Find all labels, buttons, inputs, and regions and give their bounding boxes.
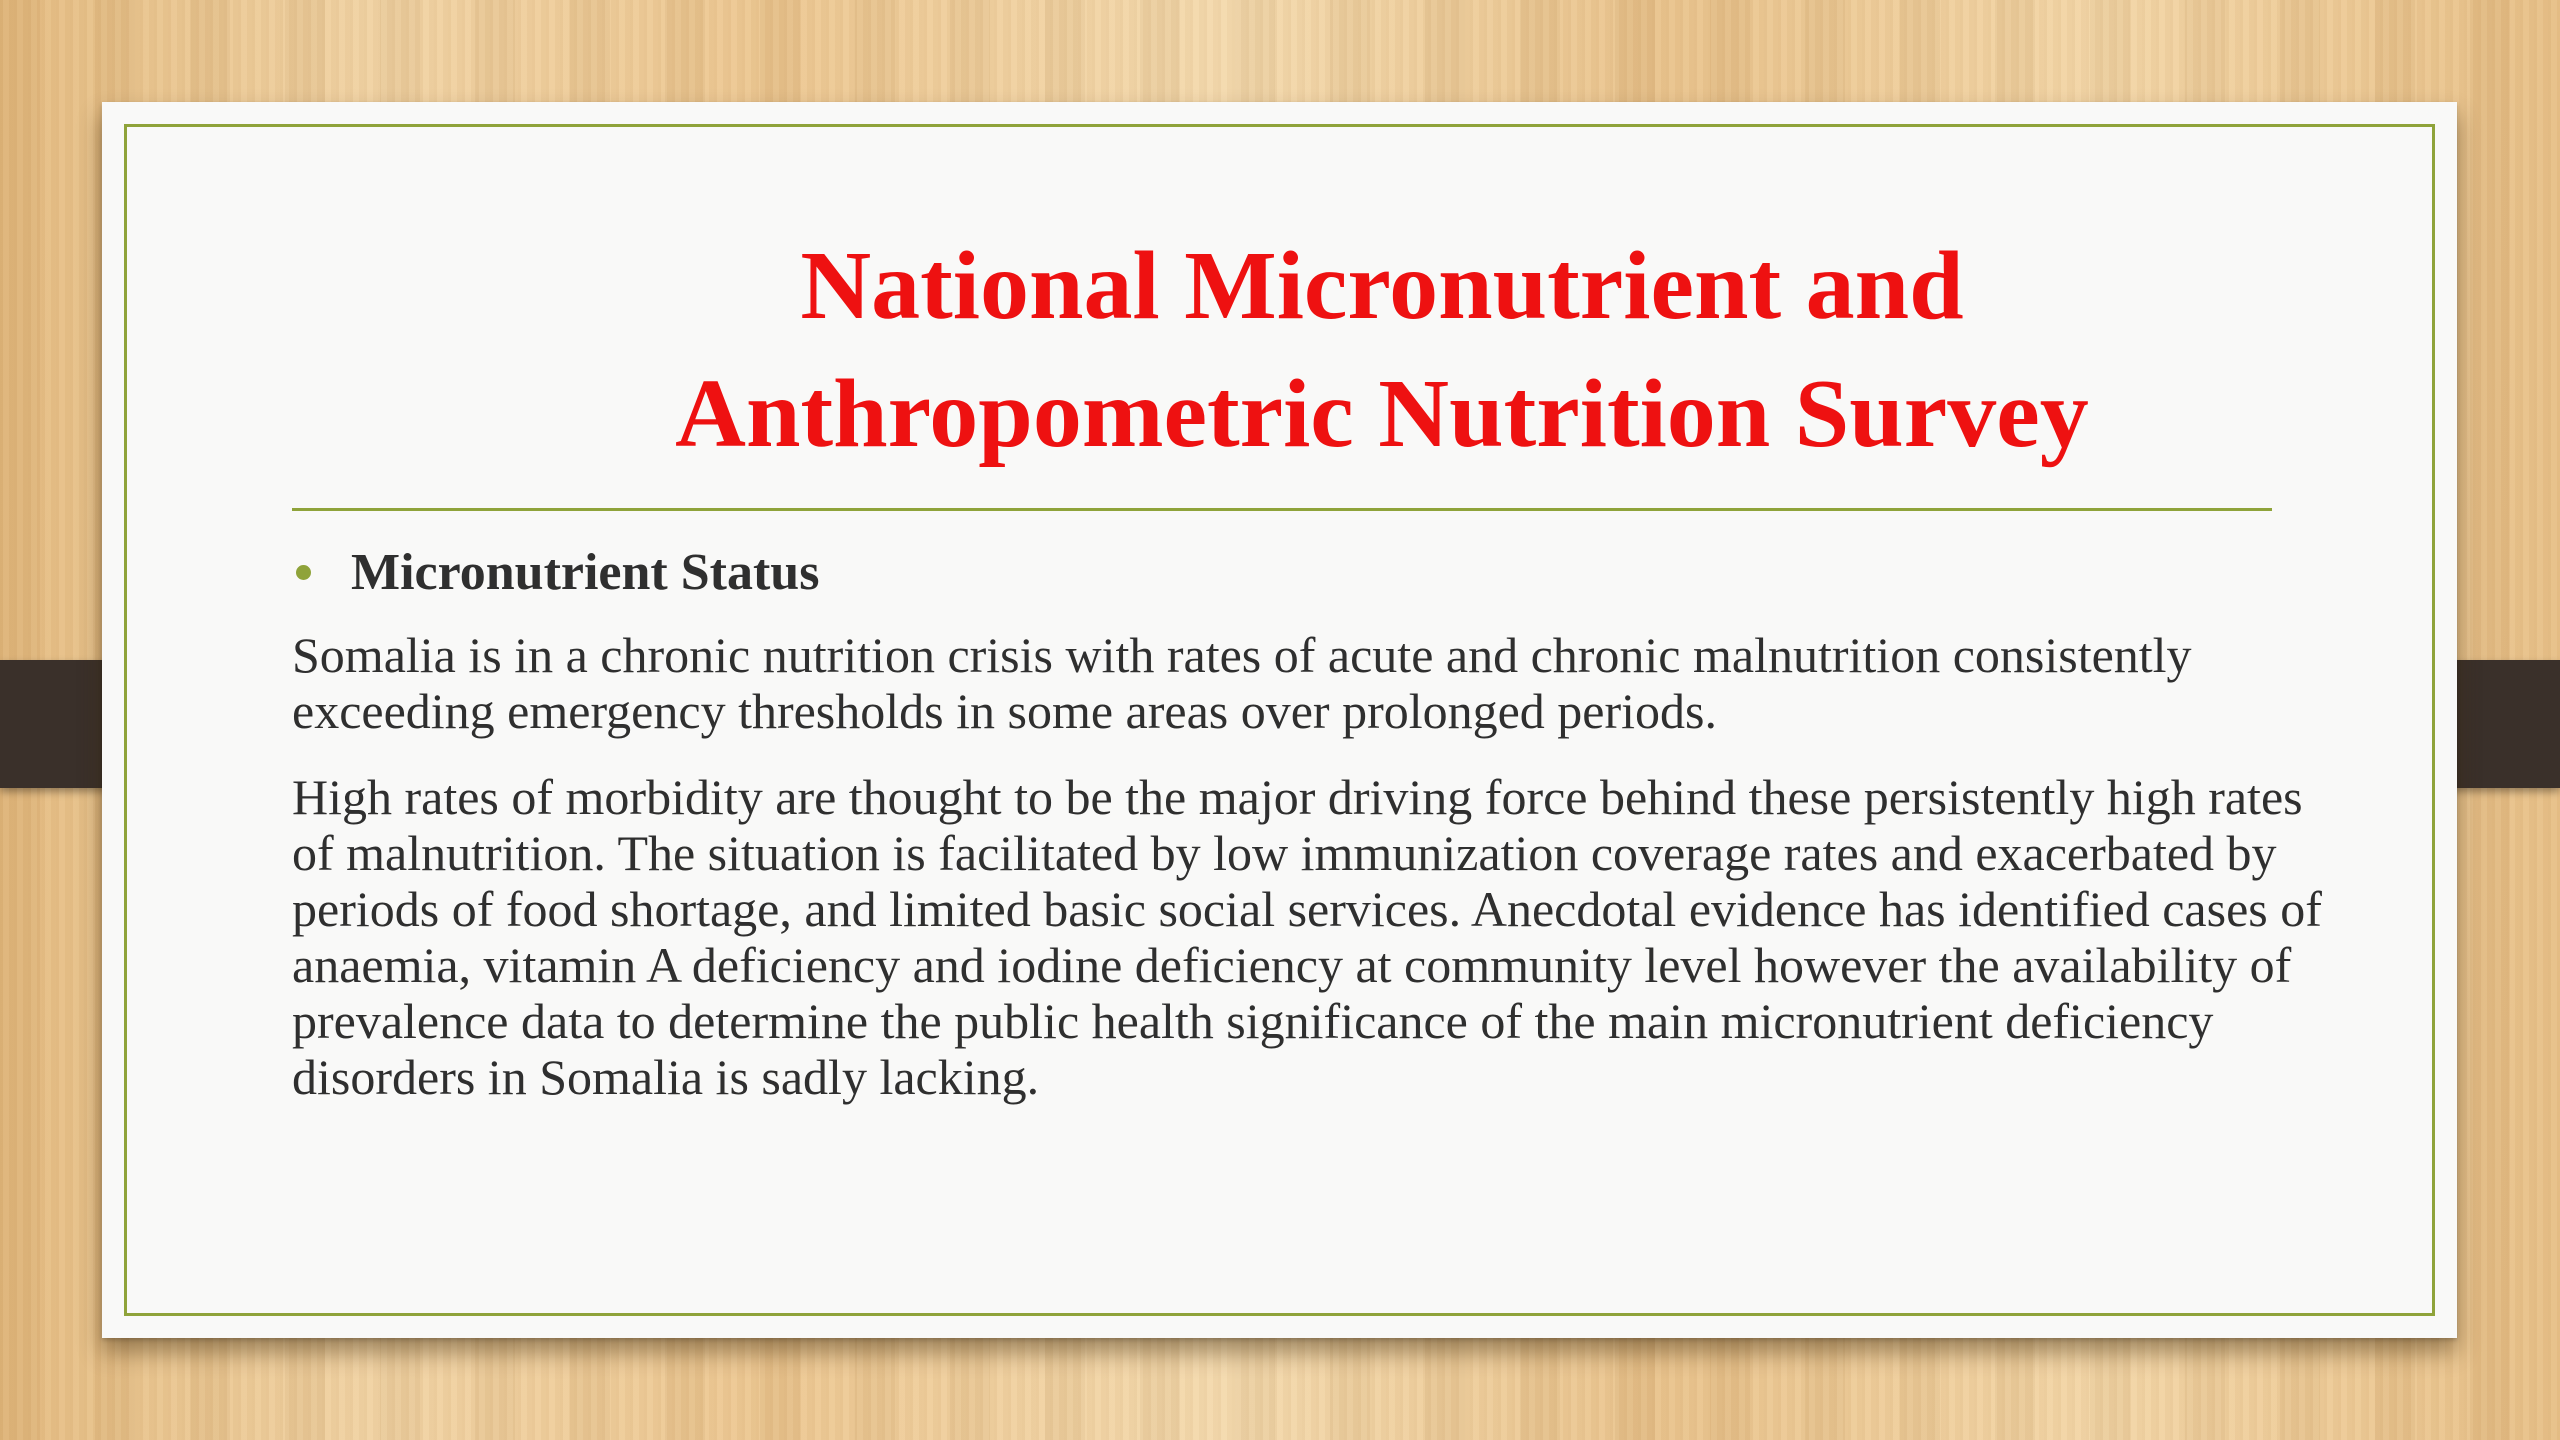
slide-body: [292, 527, 2322, 1105]
title-line-2: Anthropometric Nutrition Survey: [675, 360, 2089, 468]
paragraph-2: High rates of morbidity are thought to be the major driving force behind these persistently high rates of malnutrition. The situation is facilitated by low immunization coverage rates and exacerbated by periods of food shortage, and limited basic social services. Anecdotal evidence has identified cases of anaemia, vitamin A deficiency and iodine deficiency at community level however the availability of prevalence data to determine the public health significance of the main micronutrient deficiency disorders in Somalia is sadly lacking.: [292, 769, 2322, 1105]
paragraph-1: Somalia is in a chronic nutrition crisis with rates of acute and chronic malnutrition consistently exceeding emergency thresholds in some areas over prolonged periods.: [292, 627, 2192, 739]
slide-title: [292, 222, 2472, 478]
title-line-1: National Micronutrient and: [800, 232, 1964, 340]
bullet-item: [292, 527, 2322, 617]
bullet-dot-icon: [296, 565, 311, 580]
slide-card: [102, 102, 2457, 1338]
title-divider: [292, 508, 2272, 511]
bullet-heading: Micronutrient Status: [351, 543, 820, 601]
